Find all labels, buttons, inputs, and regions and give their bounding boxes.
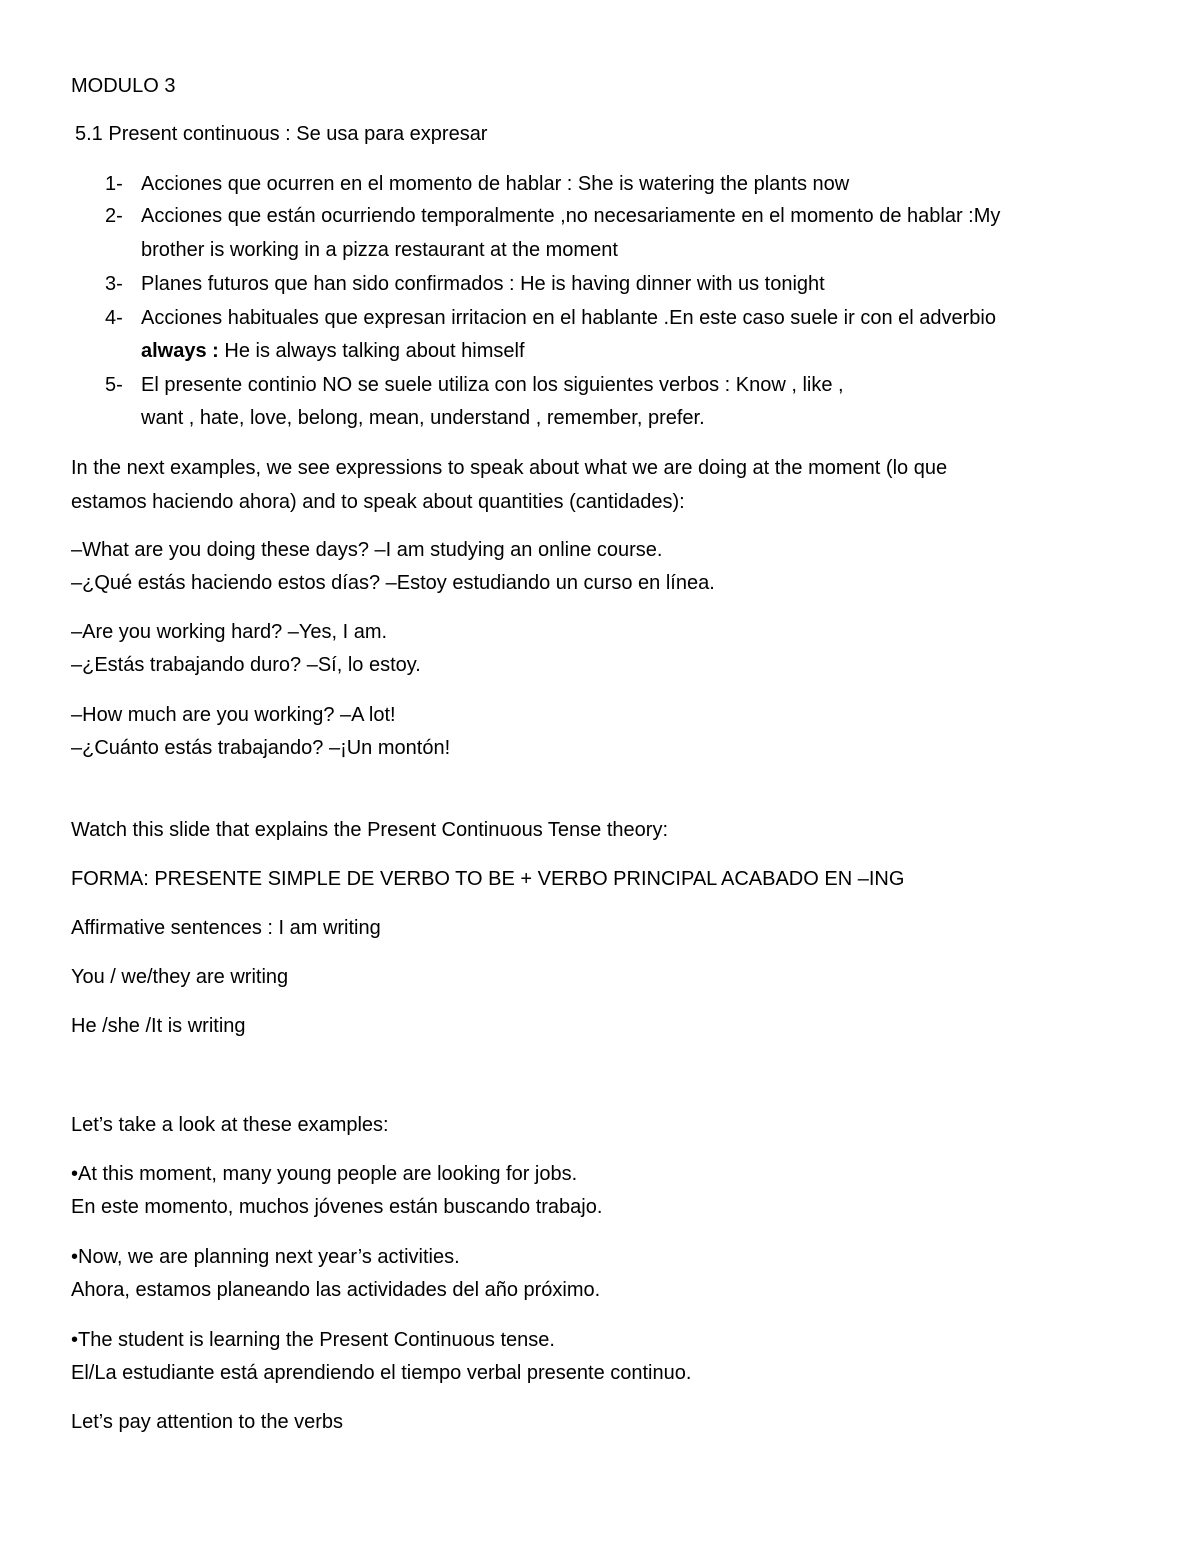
list-item-2-line-1: Acciones que están ocurriendo temporalmente ,no necesariamente en el momento de hablar :My: [141, 205, 1001, 227]
module-title: MODULO 3: [71, 75, 176, 97]
list-item-4-example: He is always talking about himself: [218, 340, 525, 362]
intro-line-2: estamos haciendo ahora) and to speak about quantities (cantidades):: [71, 491, 685, 513]
affirmative-line-3: He /she /It is writing: [71, 1015, 246, 1037]
dialog-line-6: –¿Cuánto estás trabajando? –¡Un montón!: [71, 737, 451, 759]
example-2-en: •Now, we are planning next year’s activities.: [71, 1246, 460, 1268]
list-item-1-line-1: Acciones que ocurren en el momento de hablar : She is watering the plants now: [141, 173, 850, 195]
list-item-4-line-2: [141, 339, 525, 363]
list-item-5-line-1: El presente continio NO se suele utiliza con los siguientes verbos : Know , like ,: [141, 374, 844, 396]
dialog-line-5: –How much are you working? –A lot!: [71, 704, 396, 726]
dialog-line-4: –¿Estás trabajando duro? –Sí, lo estoy.: [71, 654, 421, 676]
watch-line: Watch this slide that explains the Present Continuous Tense theory:: [71, 819, 669, 841]
dialog-line-3: –Are you working hard? –Yes, I am.: [71, 621, 388, 643]
dialog-line-1: –What are you doing these days? –I am studying an online course.: [71, 539, 663, 561]
list-number-2: 2-: [105, 205, 123, 227]
closing-line: Let’s pay attention to the verbs: [71, 1411, 344, 1433]
example-3-en: •The student is learning the Present Continuous tense.: [71, 1329, 555, 1351]
examples-intro: Let’s take a look at these examples:: [71, 1114, 389, 1136]
affirmative-line-2: You / we/they are writing: [71, 966, 289, 988]
example-1-es: En este momento, muchos jóvenes están buscando trabajo.: [71, 1196, 603, 1218]
list-item-5-line-2: want , hate, love, belong, mean, understand , remember, prefer.: [141, 407, 705, 429]
list-number-1: 1-: [105, 173, 123, 195]
section-heading: 5.1 Present continuous : Se usa para expresar: [75, 123, 488, 145]
bold-adverb: always :: [141, 340, 219, 362]
list-item-3-line-1: Planes futuros que han sido confirmados : He is having dinner with us tonight: [141, 273, 825, 295]
list-item-2-line-2: brother is working in a pizza restaurant at the moment: [141, 239, 618, 261]
list-item-4-line-1: Acciones habituales que expresan irritacion en el hablante .En este caso suele ir con el adverbio: [141, 307, 996, 329]
example-3-es: El/La estudiante está aprendiendo el tiempo verbal presente continuo.: [71, 1362, 692, 1384]
intro-line-1: In the next examples, we see expressions to speak about what we are doing at the moment (lo que: [71, 457, 948, 479]
dialog-line-2: –¿Qué estás haciendo estos días? –Estoy estudiando un curso en línea.: [71, 572, 715, 594]
example-1-en: •At this moment, many young people are looking for jobs.: [71, 1163, 578, 1185]
list-number-4: 4-: [105, 307, 123, 329]
forma-line: FORMA: PRESENTE SIMPLE DE VERBO TO BE + VERBO PRINCIPAL ACABADO EN –ING: [71, 868, 905, 890]
example-2-es: Ahora, estamos planeando las actividades del año próximo.: [71, 1279, 601, 1301]
list-number-5: 5-: [105, 374, 123, 396]
affirmative-line-1: Affirmative sentences : I am writing: [71, 917, 381, 939]
list-number-3: 3-: [105, 273, 123, 295]
